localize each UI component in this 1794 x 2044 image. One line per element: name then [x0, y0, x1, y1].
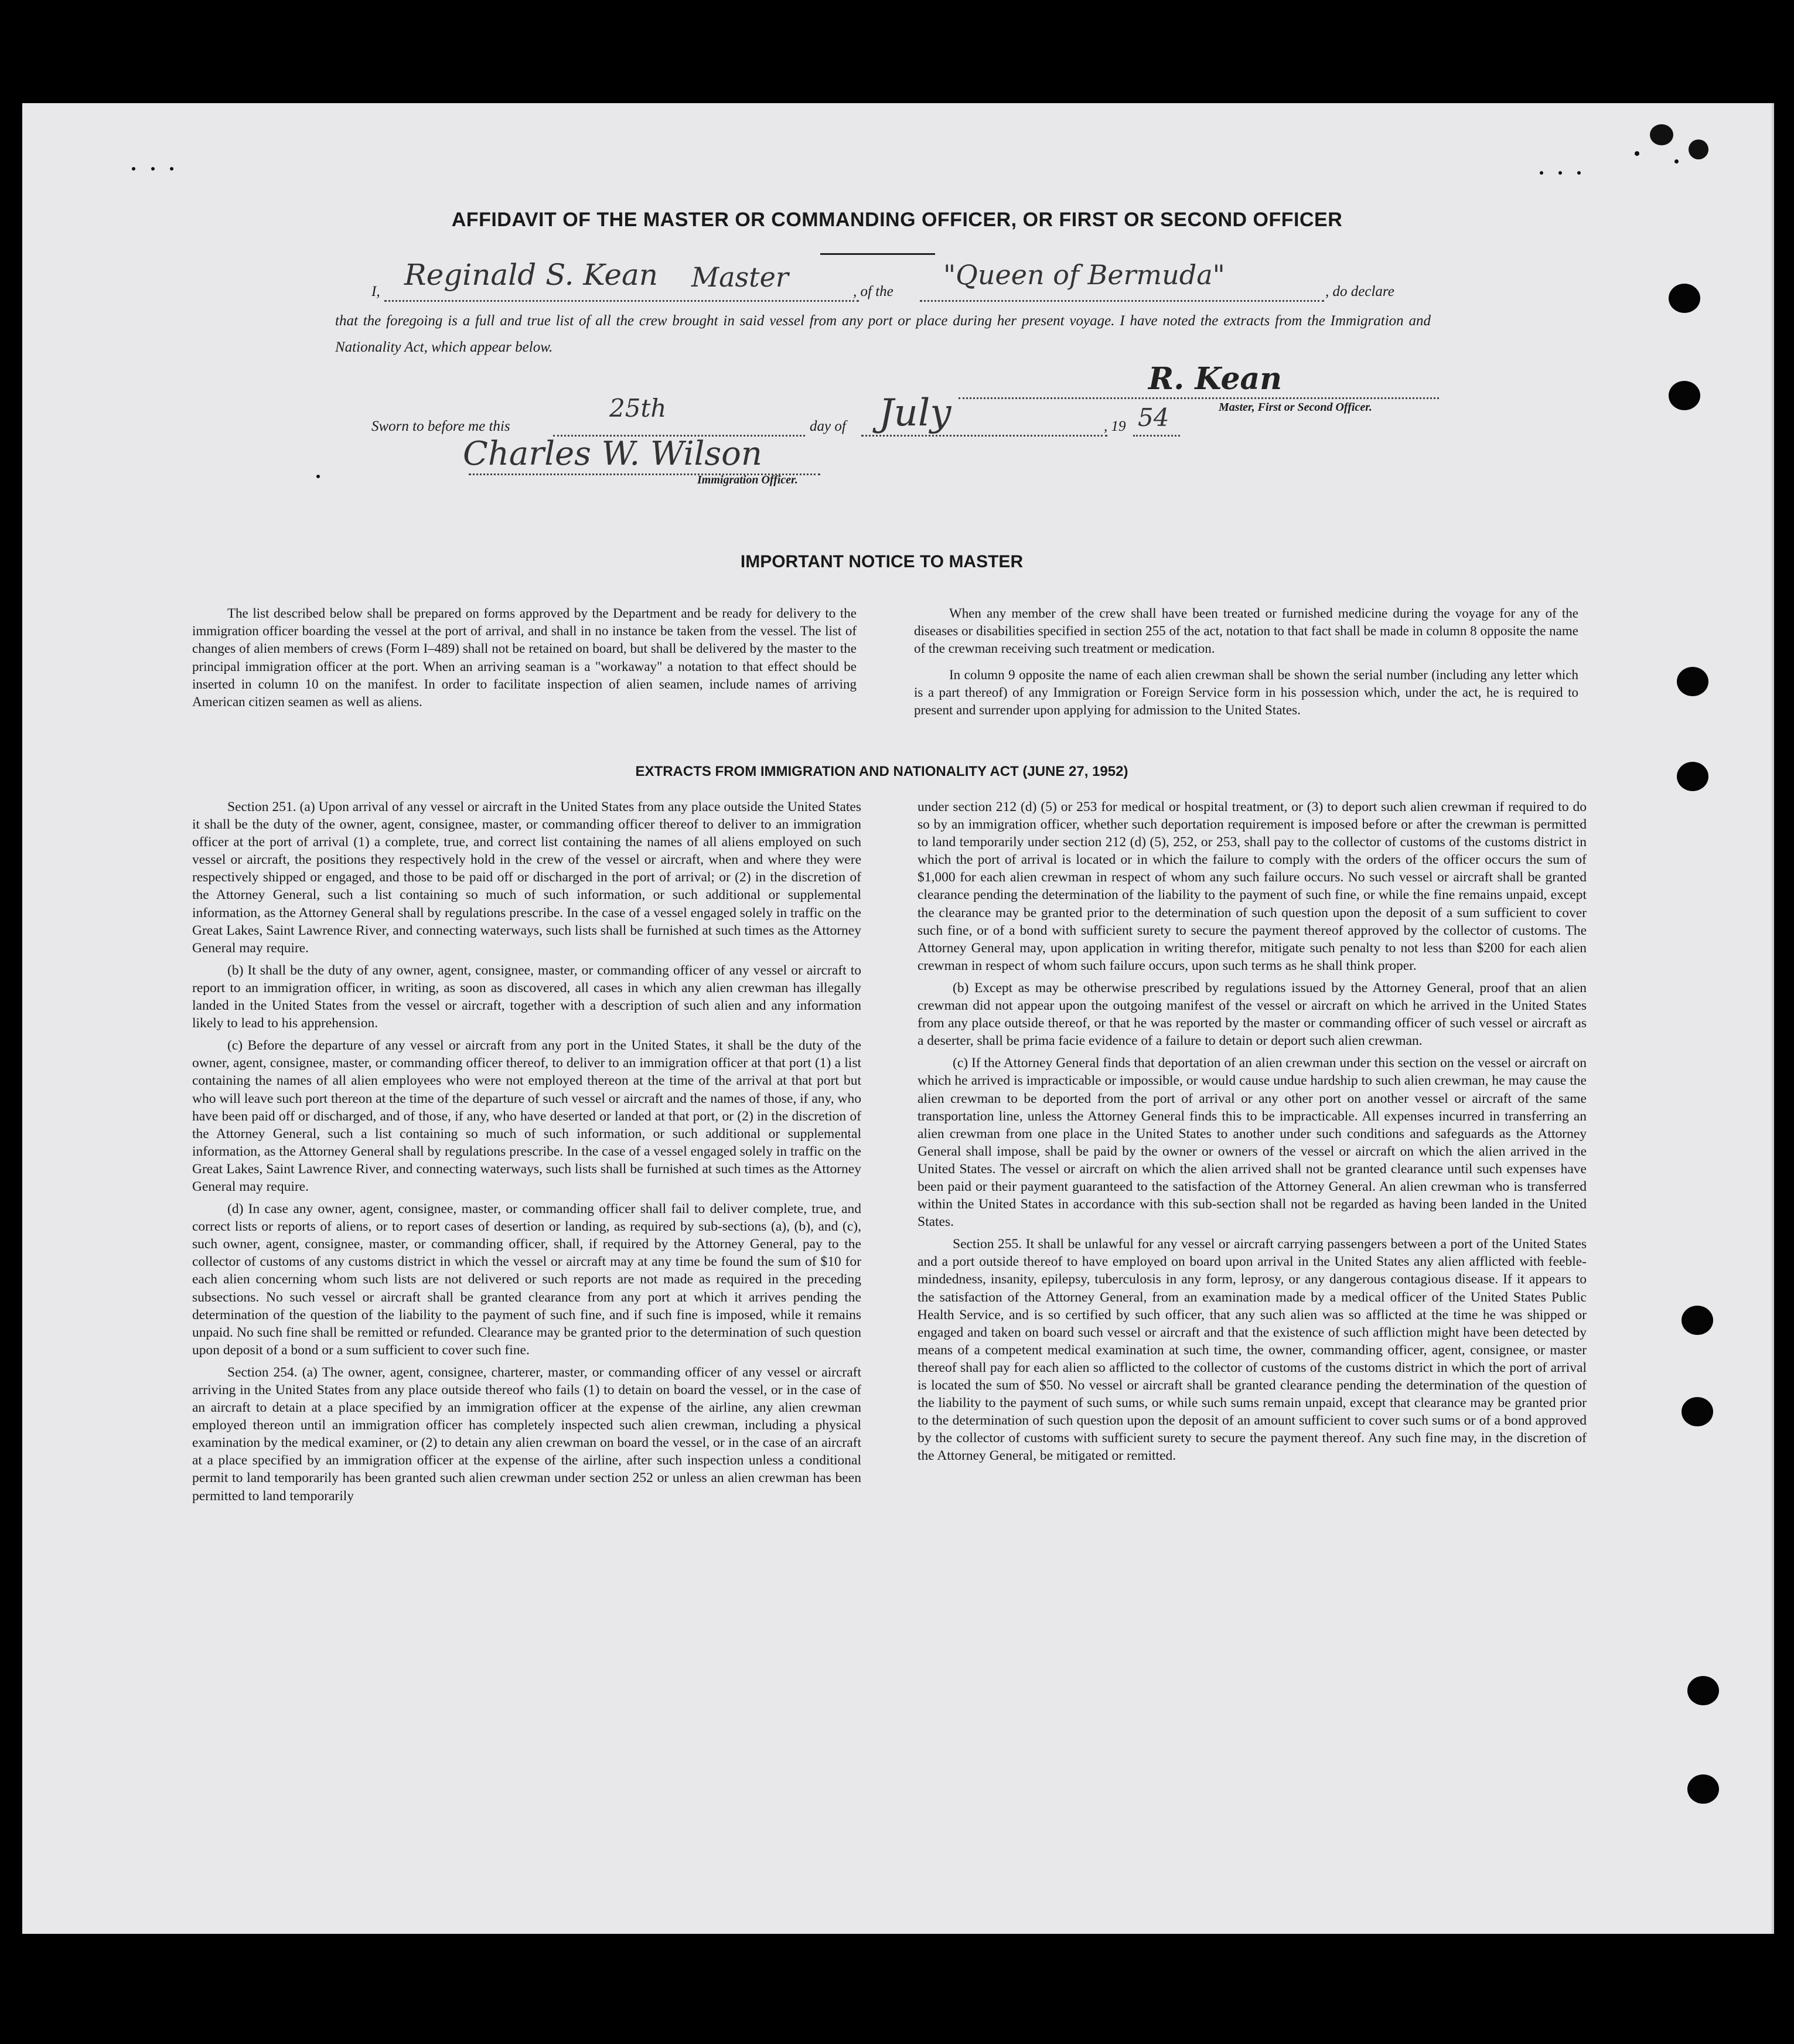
- day-of-label: day of: [810, 418, 846, 434]
- extracts-right-column: [918, 798, 1587, 1469]
- speck: [1635, 151, 1639, 156]
- speck: [1540, 171, 1543, 175]
- vessel-name-handwriting: "Queen of Bermuda": [943, 259, 1225, 291]
- officer-signature: Charles W. Wilson: [463, 435, 762, 473]
- speck: [1674, 159, 1679, 163]
- notice-left-paragraph: The list described below shall be prepared on forms approved by the Department and be ready for delivery to the immigration officer boarding the vessel at the port of arrival, and shall in no instance be taken from the vessel. The list of changes of alien members of crews (Form I–489) shall not be retained on board, but shall be delivered by the master to the principal immigration officer at the port. When an arriving seaman is a "workaway" a notation to that effect should be inserted in column 10 on the manifest. In order to facilitate inspection of alien seamen, include names of arriving American citizen seamen as well as aliens.: [192, 606, 857, 710]
- title-rule: [820, 253, 935, 255]
- officer-name-field: [384, 300, 859, 302]
- declaration-text: that the foregoing is a full and true list of all the crew brought in said vessel from any port or place during her present voyage. I have noted the extracts from the Immigration and Nationality Act, which appear below.: [335, 313, 1431, 355]
- sworn-label: Sworn to before me this: [371, 418, 510, 434]
- extract-left-paragraph: (d) In case any owner, agent, consignee, master, or commanding officer shall fail to deliver complete, true, and correct lists or reports of aliens, or to report cases of desertion or landing, as required by sub-sections (a), (b), and (c), such owner, agent, consignee, master, or commanding officer, shall, if required by the Attorney General, pay to the collector of customs of any customs district in which the vessel or aircraft may at any time be found the sum of $10 for each alien concerning whom such lists are not delivered or such reports are not made as required in the preceding subsections. No such vessel or aircraft shall be granted clearance from any port at which it arrives pending the determination of the question of the liability to the payment of such fine, and if such fine is imposed, while it remains unpaid. No such fine shall be remitted or refunded. Clearance may be granted prior to the determination of such question upon deposit of a bond or a sum sufficient to cover such fine.: [192, 1201, 861, 1358]
- binder-hole: [1677, 667, 1708, 696]
- notice-heading: IMPORTANT NOTICE TO MASTER: [740, 552, 1024, 571]
- speck: [316, 475, 320, 478]
- officer-signature-caption: Immigration Officer.: [697, 473, 798, 486]
- extract-left-paragraph: (b) It shall be the duty of any owner, agent, consignee, master, or commanding officer of any vessel or aircraft to report to an immigration officer, in writing, as soon as discovered, all cases in which any alien crewman has illegally landed in the United States from the vessel or aircraft, together with a description of such alien and any information likely to lead to his apprehension.: [192, 962, 861, 1031]
- notice-right-column: [914, 605, 1578, 724]
- extract-right-paragraph: (b) Except as may be otherwise prescribed by regulations issued by the Attorney General, proof that an alien crewman did not appear upon the outgoing manifest of the vessel or aircraft on which he arrived in the United States from any place outside thereof, or that he was reported by the master or commanding officer of such vessel or aircraft as a deserter, shall be prima facie evidence of a failure to detain or deport such alien crewman.: [918, 980, 1587, 1049]
- sworn-month-handwriting: July: [879, 391, 951, 435]
- sworn-month-field: [861, 435, 1107, 437]
- notice-left-column: [192, 605, 857, 716]
- of-the-label: , of the: [853, 284, 893, 299]
- master-signature: R. Kean: [1148, 361, 1283, 397]
- officer-name-handwriting: Reginald S. Kean: [404, 258, 659, 292]
- speck: [132, 167, 135, 171]
- speck: [1577, 171, 1581, 175]
- form-title: AFFIDAVIT OF THE MASTER OR COMMANDING OFFICER, OR FIRST OR SECOND OFFICER: [451, 209, 1343, 231]
- speck: [170, 167, 173, 171]
- extract-right-paragraph: (c) If the Attorney General finds that deportation of an alien crewman under this section on the vessel or aircraft on which he arrived is impracticable or impossible, or would cause undue hardship to such alien crewman, he may cause the alien crewman to be deported from the port of arrival or any other port on another vessel or aircraft of the same transportation line, unless the Attorney General finds this to be impracticable. All expenses incurred in transferring an alien crewman from one place in the United States to another under such conditions and safeguards as the Attorney General shall impose, shall be paid by the owner or owners of the vessel or aircraft on which the alien arrived in the United States. The vessel or aircraft on which the alien arrived shall not be granted clearance until such expenses have been paid or their payment guaranteed to the satisfaction of the Attorney General. An alien crewman who is transferred within the United States in accordance with this sub-section shall not be regarded as having been landed in the United States.: [918, 1055, 1587, 1230]
- do-declare-label: , do declare: [1325, 284, 1394, 299]
- extract-left-paragraph: Section 254. (a) The owner, agent, consignee, charterer, master, or commanding officer of any vessel or aircraft arriving in the United States from any place outside thereof who fails (1) to detain on board the vessel, or in the case of an aircraft to detain at a place specified by an immigration officer at the expense of the airline, any alien crewman employed thereon until an immigration officer has completely inspected such alien crewman, including a physical examination by the medical examiner, or (2) to detain any alien crewman on board the vessel, or in the case of an aircraft at a place specified by an immigration officer at the expense of the airline, after such inspection unless a conditional permit to land temporarily has been granted such alien crewman under section 252 or unless an alien crewman has been permitted to land temporarily: [192, 1364, 861, 1504]
- extracts-left-column: [192, 798, 861, 1510]
- year-field: [1133, 435, 1180, 437]
- speck: [1558, 171, 1562, 175]
- binder-hole: [1682, 1306, 1713, 1335]
- ink-blot: [1650, 124, 1673, 145]
- binder-hole: [1687, 1676, 1719, 1705]
- sworn-day-handwriting: 25th: [609, 394, 667, 423]
- year-handwriting: 54: [1138, 403, 1169, 432]
- notice-right-paragraph-2: In column 9 opposite the name of each alien crewman shall be shown the serial number (including any letter which is a part thereof) of any Immigration or Foreign Service form in his possession which, under the act, he is required to present and surrender upon applying for admission to the United States.: [914, 667, 1578, 718]
- extract-right-paragraph: Section 255. It shall be unlawful for any vessel or aircraft carrying passengers between a port of the United States and a port outside thereof to have employed on board upon arrival in the United States any alien afflicted with feeble-mindedness, insanity, epilepsy, tuberculosis in any form, leprosy, or any dangerous contagious disease. If it appears to the satisfaction of the Attorney General, from an examination made by a medical officer of the United States Public Health Service, and is so certified by such officer, that any such alien was so afflicted at the time he was shipped or engaged and taken on board such vessel or aircraft and that the existence of such affliction might have been detected by means of a competent medical examination at such time, the owner, commanding officer, agent, consignee, or master thereof shall pay for each alien so afflicted to the collector of customs of the customs district in which the port of arrival is located the sum of $50. No vessel or aircraft shall be granted clearance pending the determination of the question of the liability to the payment of such sums, or while such sums remain unpaid, except that clearance may be granted prior to the determination of such question upon the deposit of an amount sufficient to cover such sums or of a bond approved by the collector of customs with sufficient surety to secure the payment thereof. Any such fine may, in the discretion of the Attorney General, be mitigated or remitted.: [918, 1236, 1587, 1464]
- extract-left-paragraph: (c) Before the departure of any vessel or aircraft from any port in the United States, it shall be the duty of the owner, agent, consignee, master, or commanding officer thereof, to deliver to an immigration officer at that port (1) a list containing the names of all alien employees who were not employed thereon at the time of the arrival at that port but who will leave such port thereon at the time of the departure of such vessel or aircraft and the names of those, if any, who have been paid off or discharged, and of those, if any, who have deserted or landed at that port, or (2) in the discretion of the Attorney General, such a list containing so much of such information, or such additional or supplemental information, as the Attorney General shall by regulations prescribe. In the case of a vessel engaged solely in traffic on the Great Lakes, Saint Lawrence River, and connecting waterways, such lists shall be furnished at such times as the Attorney General may require.: [192, 1038, 861, 1194]
- binder-hole: [1669, 381, 1700, 410]
- binder-hole: [1669, 284, 1700, 313]
- speck: [151, 167, 155, 171]
- binder-hole: [1682, 1397, 1713, 1426]
- binder-hole: [1687, 1774, 1719, 1804]
- master-signature-field: [959, 397, 1439, 399]
- master-signature-caption: Master, First or Second Officer.: [1219, 401, 1372, 414]
- officer-rank-handwriting: Master: [691, 261, 789, 293]
- extract-right-paragraph: under section 212 (d) (5) or 253 for medical or hospital treatment, or (3) to deport such alien crewman if required to do so by an immigration officer, whether such deportation requirement is imposed before or after the crewman is permitted to land temporarily under section 212 (d) (5), 252, or 253, shall pay to the collector of customs of the customs district in which the port of arrival is located or in which the failure to comply with the orders of the officer occurs the sum of $1,000 for each alien crewman in respect of whom any such failure occurs. No such vessel or aircraft shall be granted clearance pending the determination of the liability to the payment of such fine, or while the fine remains unpaid, except the clearance may be granted prior to the determination of such question upon the deposit of a sum sufficient to cover such fine, or of a bond with sufficient surety to secure the payment thereof approved by the collector of customs. The Attorney General may, upon application in writing therefor, mitigate such penalty to not less than $200 for each alien crewman in respect of whom such failure occurs, upon such terms as he shall think proper.: [918, 799, 1587, 973]
- notice-right-paragraph-1: When any member of the crew shall have been treated or furnished medicine during the voyage for any of the diseases or disabilities specified in section 255 of the act, notation to that fact shall be made in column 8 opposite the name of the crewman receiving such treatment or medication.: [914, 606, 1578, 656]
- year-prefix-label: , 19: [1104, 418, 1126, 434]
- decl-i-label: I,: [371, 284, 380, 299]
- vessel-name-field: [920, 300, 1324, 302]
- extracts-heading: EXTRACTS FROM IMMIGRATION AND NATIONALITY ACT (JUNE 27, 1952): [635, 764, 1128, 779]
- extract-left-paragraph: Section 251. (a) Upon arrival of any vessel or aircraft in the United States from any place outside the United States it shall be the duty of the owner, agent, consignee, master, or commanding officer thereof to deliver to an immigration officer at the port of arrival (1) a complete, true, and correct list containing the names of all aliens employed on such vessel or aircraft, the positions they respectively hold in the crew of the vessel or aircraft, when and where they were respectively shipped or engaged, and those to be paid off or discharged in the port of arrival; or (2) in the discretion of the Attorney General, such a list containing so much of such information, or such additional or supplemental information, as the Attorney General shall by regulations prescribe. In the case of a vessel engaged solely in traffic on the Great Lakes, Saint Lawrence River, and connecting waterways, such lists shall be furnished at such times as the Attorney General may require.: [192, 799, 861, 956]
- ink-blot: [1689, 139, 1708, 159]
